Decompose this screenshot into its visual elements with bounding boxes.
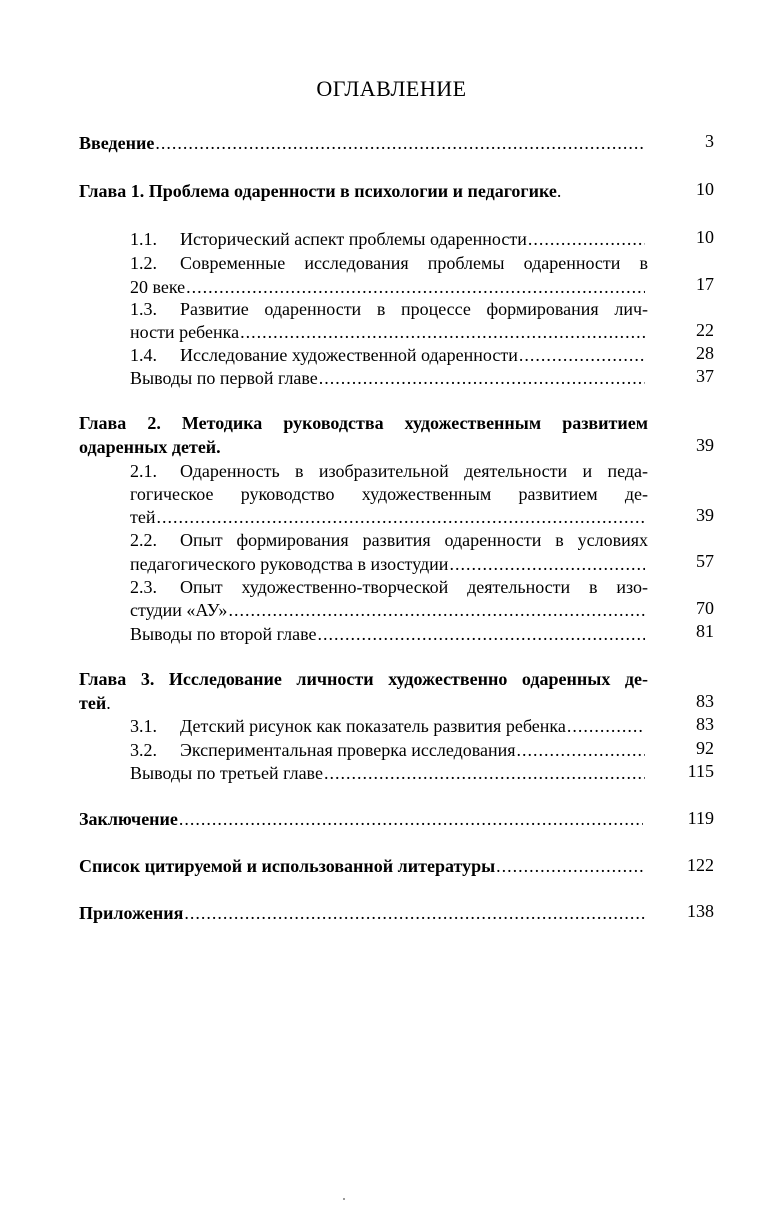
leader-dots (449, 553, 645, 575)
toc-chapter-2-heading-cont[interactable] (79, 436, 221, 458)
chapter-heading-line2: тей (79, 693, 107, 713)
toc-page-number: 10 (696, 179, 714, 199)
section-title: Детский рисунок как показатель развития ребенка (180, 716, 566, 736)
toc-section-1-1[interactable] (130, 228, 645, 250)
section-title-line1: Опыт художественно-творческой деятельности в изо- (180, 577, 648, 597)
toc-page-number: 17 (696, 274, 714, 294)
leader-dots (319, 367, 645, 389)
leader-dots (567, 715, 645, 737)
section-title-line1: Современные исследования проблемы одаренности в (180, 253, 648, 273)
toc-section-2-1-cont[interactable] (130, 483, 648, 505)
toc-entry-label: Заключение (79, 809, 178, 829)
toc-chapter-1-conclusion[interactable] (130, 367, 645, 389)
toc-section-2-1-cont2[interactable] (130, 506, 645, 528)
section-title-line2: 20 веке (130, 277, 186, 297)
leader-dots (519, 344, 645, 366)
toc-page-number: 92 (696, 738, 714, 758)
section-number: 2.3. (130, 577, 157, 597)
section-title-line2: гогическое руководство художественным развитием де- (130, 484, 648, 504)
chapter-heading-line1: Глава 2. Методика руководства художественным развитием (79, 413, 648, 433)
leader-dots (240, 321, 645, 343)
leader-dots (186, 276, 645, 298)
chapter-heading-end: . (556, 181, 562, 201)
chapter-heading-line2: одаренных детей. (79, 437, 221, 457)
section-number: 3.2. (130, 740, 157, 760)
page-title: ОГЛАВЛЕНИЕ (316, 76, 467, 101)
section-title: Выводы по первой главе (130, 368, 318, 388)
toc-chapter-2-heading[interactable] (79, 412, 648, 434)
leader-dots (155, 132, 645, 154)
section-number: 1.3. (130, 299, 157, 319)
toc-section-1-4[interactable] (130, 344, 645, 366)
toc-page-number: 70 (696, 598, 714, 618)
toc-page-number: 10 (696, 227, 714, 247)
toc-section-3-2[interactable] (130, 739, 645, 761)
toc-section-1-3-cont[interactable] (130, 321, 645, 343)
toc-page-number: 39 (696, 435, 714, 455)
section-title: Исследование художественной одаренности (180, 345, 518, 365)
section-title: Выводы по второй главе (130, 624, 317, 644)
toc-chapter-2-conclusion[interactable] (130, 623, 645, 645)
section-number: 1.4. (130, 345, 157, 365)
leader-dots (496, 855, 643, 877)
section-title-line1: Одаренность в изобразительной деятельности и педа- (180, 461, 648, 481)
leader-dots (184, 902, 645, 924)
toc-page-number: 83 (696, 714, 714, 734)
toc-chapter-1-heading[interactable] (79, 180, 561, 202)
toc-page-number: 28 (696, 343, 714, 363)
section-number: 3.1. (130, 716, 157, 736)
leader-dots (157, 506, 646, 528)
toc-entry-label: Приложения (79, 903, 184, 923)
leader-dots (528, 228, 645, 250)
section-number: 1.1. (130, 229, 157, 249)
section-title-line1: Развитие одаренности в процессе формирования лич- (180, 299, 648, 319)
toc-section-2-2[interactable] (130, 529, 648, 551)
toc-entry-intro[interactable] (79, 132, 645, 154)
section-title-line1: Опыт формирования развития одаренности в условиях (180, 530, 648, 550)
toc-page-number: 57 (696, 551, 714, 571)
toc-page-number: 39 (696, 505, 714, 525)
section-number: 2.2. (130, 530, 157, 550)
chapter-heading-text: Глава 1. Проблема одаренности в психологии и педагогике (79, 181, 557, 201)
scan-speck (343, 1198, 345, 1200)
leader-dots (517, 739, 645, 761)
toc-entry-label: Список цитируемой и использованной литературы (79, 856, 496, 876)
toc-entry-label: Введение (79, 133, 155, 153)
section-title: Выводы по третьей главе (130, 763, 323, 783)
toc-page-number: 22 (696, 320, 714, 340)
toc-page-number: 122 (687, 855, 714, 875)
section-title: Экспериментальная проверка исследования (180, 740, 516, 760)
toc-page-number: 3 (705, 131, 714, 151)
toc-section-2-3-cont[interactable] (130, 599, 645, 621)
section-number: 1.2. (130, 253, 157, 273)
toc-chapter-3-conclusion[interactable] (130, 762, 645, 784)
section-title-line2: студии «АУ» (130, 600, 228, 620)
toc-section-2-1[interactable] (130, 460, 648, 482)
toc-chapter-3-heading[interactable] (79, 668, 648, 690)
toc-section-2-3[interactable] (130, 576, 648, 598)
toc-section-1-2[interactable] (130, 252, 648, 274)
toc-page-number: 81 (696, 621, 714, 641)
leader-dots (324, 762, 645, 784)
leader-dots (317, 623, 645, 645)
toc-section-2-2-cont[interactable] (130, 553, 645, 575)
section-title-line3: тей (130, 507, 156, 527)
toc-section-1-3[interactable] (130, 298, 648, 320)
toc-page-number: 83 (696, 691, 714, 711)
leader-dots (179, 808, 643, 830)
toc-entry-appendix[interactable] (79, 902, 645, 924)
toc-entry-bibliography[interactable] (79, 855, 643, 877)
toc-section-3-1[interactable] (130, 715, 645, 737)
chapter-heading-end: . (106, 693, 111, 713)
section-title-line2: педагогического руководства в изостудии (130, 554, 449, 574)
chapter-heading-line1: Глава 3. Исследование личности художественно одаренных де- (79, 669, 648, 689)
toc-page-number: 37 (696, 366, 714, 386)
toc-entry-conclusion[interactable] (79, 808, 643, 830)
toc-section-1-2-cont[interactable] (130, 276, 645, 298)
section-title-line2: ности ребенка (130, 322, 240, 342)
toc-chapter-3-heading-cont[interactable] (79, 692, 111, 714)
toc-page-number: 119 (687, 808, 714, 828)
toc-page-number: 138 (687, 901, 714, 921)
section-title: Исторический аспект проблемы одаренности (180, 229, 527, 249)
leader-dots (228, 599, 645, 621)
section-number: 2.1. (130, 461, 157, 481)
toc-page-number: 115 (687, 761, 714, 781)
